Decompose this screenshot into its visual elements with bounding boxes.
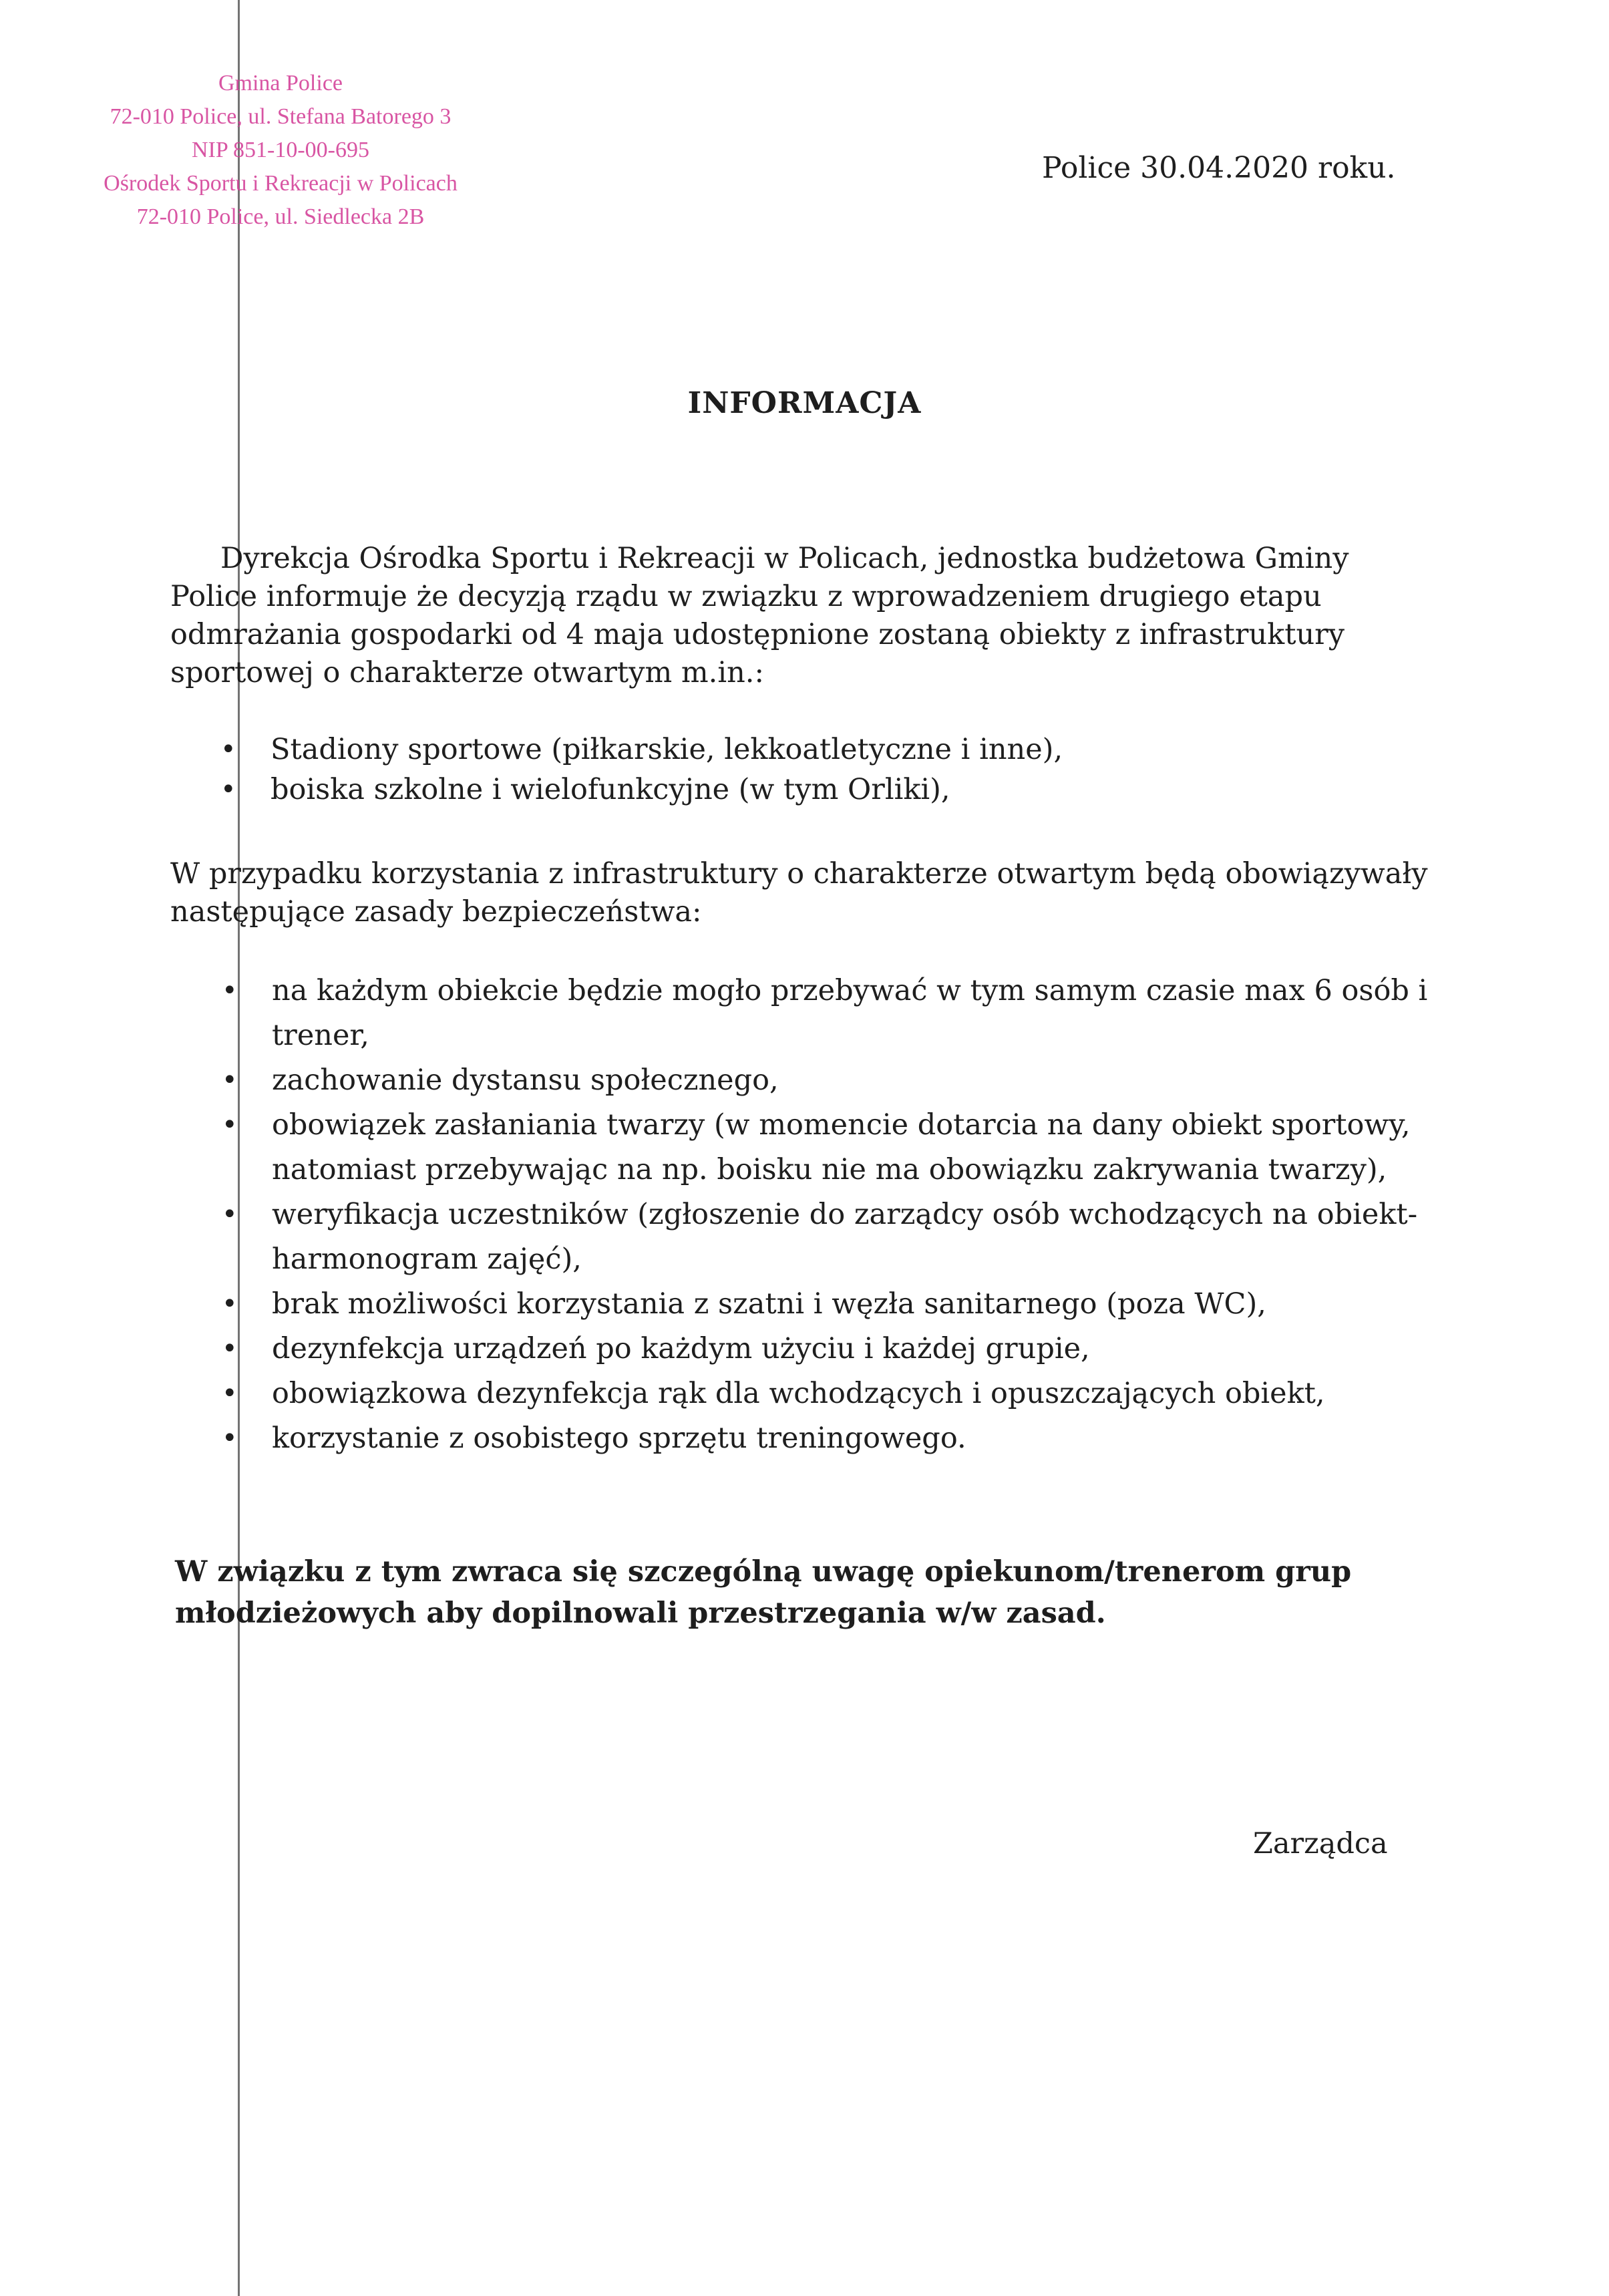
stamp-line: 72-010 Police, ul. Stefana Batorego 3 [110, 104, 452, 129]
list-item: • zachowanie dystansu społecznego, [215, 1058, 1484, 1103]
list-item: • obowiązkowa dezynfekcja rąk dla wchodzących i opuszczających obiekt, [215, 1371, 1484, 1416]
stamp-line: Ośrodek Sportu i Rekreacji w Policach [104, 171, 458, 196]
stamp-line: Gmina Police [218, 71, 343, 96]
list-item: • dezynfekcja urządzeń po każdym użyciu i każdej grupie, [215, 1327, 1484, 1371]
document-date: Police 30.04.2020 roku. [1042, 151, 1396, 185]
list-item: • brak możliwości korzystania z szatni i węzła sanitarnego (poza WC), [215, 1282, 1484, 1327]
stamp-line: 72-010 Police, ul. Siedlecka 2B [136, 204, 425, 229]
stamp-line: NIP 851-10-00-695 [192, 138, 369, 162]
rules-intro-paragraph: W przypadku korzystania z infrastruktury o charakterze otwartym będą obowiązywały następujące zasady bezpieczeństwa: [170, 857, 1428, 929]
list-item: • obowiązek zasłaniania twarzy (w momencie dotarcia na dany obiekt sportowy, natomiast przebywając na np. boisku nie ma obowiązku zakrywania twarzy), [215, 1103, 1484, 1192]
list-item: • weryfikacja uczestników (zgłoszenie do zarządcy osób wchodzących na obiekt-harmonogram zajęć), [215, 1192, 1484, 1282]
closing-paragraph: W związku z tym zwraca się szczególną uwagę opiekunom/trenerom grup młodzieżowych aby dopilnowali przestrzegania w/w zasad. [175, 1555, 1352, 1630]
intro-paragraph: Dyrekcja Ośrodka Sportu i Rekreacji w Policach, jednostka budżetowa Gminy Police informuje że decyzją rządu w związku z wprowadzeniem drugiego etapu odmrażania gospodarki od 4 maja udostępnione zostaną obiekty z infrastruktury sportowej o charakterze otwartym m.in.: [170, 542, 1349, 689]
signature: Zarządca [1253, 1827, 1388, 1860]
document-title: INFORMACJA [687, 386, 922, 420]
office-stamp [47, 67, 514, 234]
list-item: • na każdym obiekcie będzie mogło przebywać w tym samym czasie max 6 osób i trener, [215, 969, 1484, 1058]
safety-rules-list [215, 969, 1484, 1461]
list-item: • boiska szkolne i wielofunkcyjne (w tym Orliki), [214, 770, 1416, 810]
list-item: • Stadiony sportowe (piłkarskie, lekkoatletyczne i inne), [214, 729, 1416, 770]
facilities-list [214, 729, 1416, 810]
list-item: • korzystanie z osobistego sprzętu treningowego. [215, 1416, 1484, 1461]
